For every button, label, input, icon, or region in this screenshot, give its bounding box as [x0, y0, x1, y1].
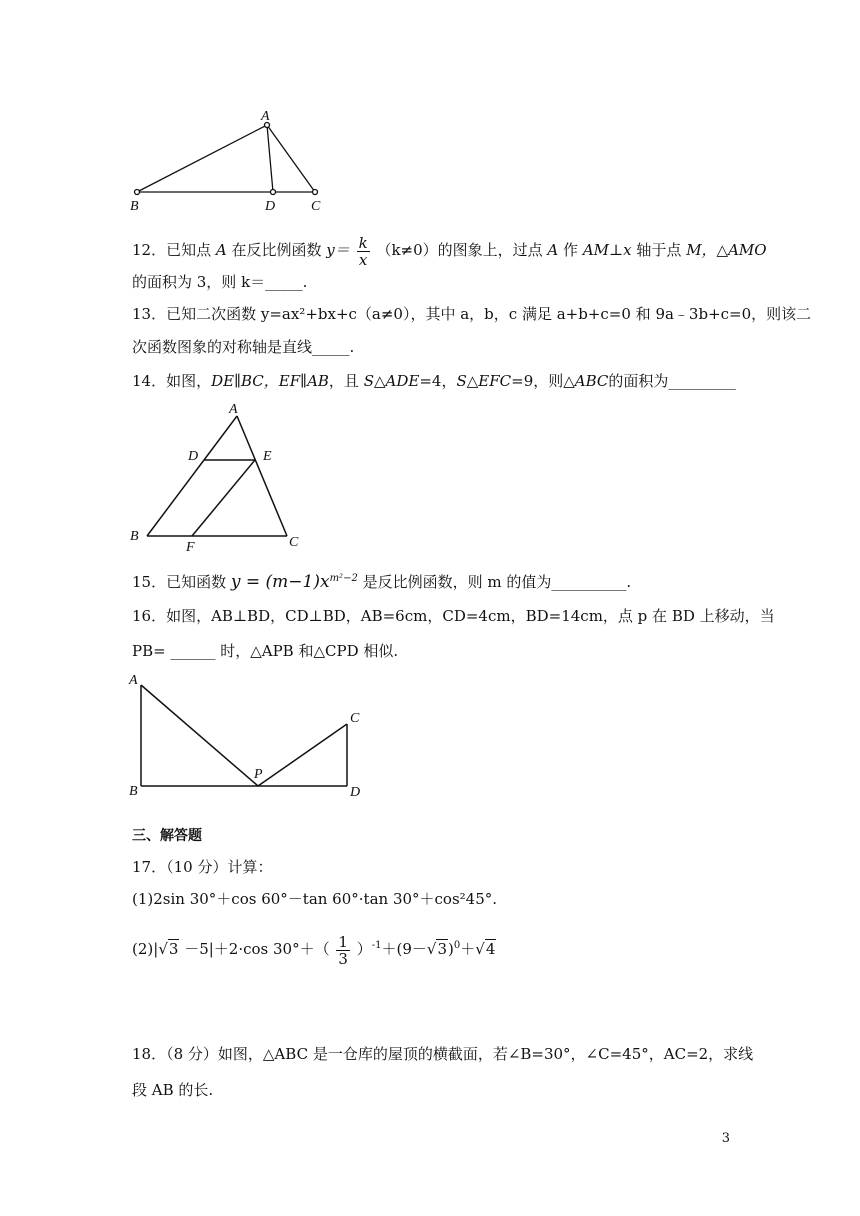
page-number: 3: [721, 1131, 730, 1146]
label-a: A: [261, 109, 270, 124]
label-b: B: [130, 199, 139, 214]
q16-figure: [125, 670, 370, 800]
q15-line: 15．已知函数 $y = (m-1)x^{m^2-2}$ 是反比例函数，则 m 的值为__________.: [132, 572, 632, 592]
q14-line: 14．如图，DE∥BC，EF∥AB，且 S△ADE=4，S△EFC=9，则△ABC的面积为_________: [132, 372, 736, 390]
label-a: A: [229, 402, 238, 417]
q12-line-2: 的面积为 3，则 k＝_____.: [132, 273, 308, 291]
label-e: E: [263, 449, 272, 464]
q11-triangle-figure: [125, 105, 340, 215]
label-d: D: [188, 449, 199, 464]
q17-title: 17．（10 分）计算：: [132, 858, 273, 876]
k-over-x-fraction: $\frac{k}{x}$: [358, 233, 368, 269]
label-f: F: [186, 540, 195, 553]
label-d: D: [265, 199, 276, 214]
label-b: B: [130, 529, 139, 544]
section-heading: 三、解答题: [132, 828, 202, 844]
label-c: C: [350, 711, 360, 726]
q14-triangle-figure: [125, 398, 315, 553]
sqrt-3: √3: [158, 940, 179, 958]
sqrt-4: √4: [475, 940, 496, 958]
q16-line-2: PB= ______ 时，△APB 和△CPD 相似.: [132, 642, 399, 660]
q16-line-1: 16．如图，AB⊥BD，CD⊥BD，AB=6cm，CD=4cm，BD=14cm，点 p 在 BD 上移动，当: [132, 607, 775, 625]
q17-part-1: (1)2sin 30°＋cos 60°－tan 60°·tan 30°＋cos²45°.: [132, 890, 498, 908]
q17-part-2: (2)|√3 －5|＋2·cos 30°＋（ $\frac{1}{3}$ ）$^{-1}+(9-√3)^0+√4$: [132, 932, 496, 968]
label-c: C: [289, 535, 299, 550]
label-b: B: [129, 784, 138, 799]
q18-line-2: 段 AB 的长.: [132, 1081, 214, 1099]
sqrt-3-second: √3: [426, 940, 447, 958]
label-p: P: [254, 767, 263, 782]
label-d: D: [350, 785, 361, 800]
label-c: C: [311, 199, 321, 214]
q13-line-2: 次函数图象的对称轴是直线_____.: [132, 338, 355, 356]
q12-line-1: 12．已知点 A 在反比例函数 y＝ $\frac{k}{x}$ （k≠0）的图象上，过点 A 作 AM⊥x 轴于点 M，△AMO: [132, 233, 767, 269]
q13-line-1: 13．已知二次函数 y=ax²+bx+c（a≠0），其中 a，b，c 满足 a+b+c=0 和 9a﹣3b+c=0，则该二: [132, 305, 812, 323]
one-third-fraction: $\frac{1}{3}$: [338, 932, 348, 968]
label-a: A: [129, 673, 138, 688]
q18-line-1: 18．（8 分）如图，△ABC 是一仓库的屋顶的横截面，若∠B=30°，∠C=45°，AC=2，求线: [132, 1045, 754, 1063]
